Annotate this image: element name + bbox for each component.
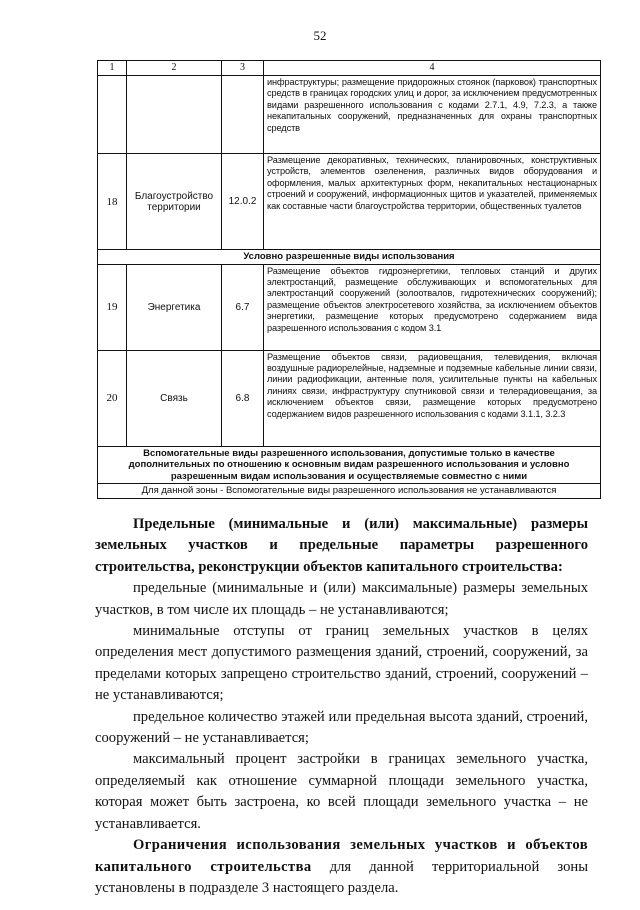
paragraph-restrictions bbox=[95, 835, 588, 899]
row-code: 6.8 bbox=[222, 350, 264, 446]
row-code: 12.0.2 bbox=[222, 154, 264, 250]
row-description: инфраструктуры; размещение придорожных стоянок (парковок) транспортных средств в границах городских улиц и дорог, за исключением предусмотренных видами разрешенного использования с кодами 2.7.1, 4.9, 7.2.3, а также некапитальных сооружений, предназначенных для охраны транспортных средств bbox=[264, 76, 601, 154]
table-header-row bbox=[98, 61, 601, 76]
body-text bbox=[95, 514, 588, 899]
section-title: Вспомогательные виды разрешенного использования, допустимые только в качестве дополнительных по отношению к основным видам разрешенного использования и условно разрешенным видам использования и осуществляемые совместно с ними bbox=[98, 446, 601, 484]
paragraph: предельные (минимальные и (или) максимальные) размеры земельных участков, в том числе их площадь – не устанавливаются; bbox=[95, 580, 588, 618]
paragraph: предельное количество этажей или предельная высота зданий, строений, сооружений – не устанавливается; bbox=[95, 708, 588, 747]
note-row bbox=[98, 484, 601, 499]
header-cell-1: 1 bbox=[98, 61, 127, 76]
row-name: Энергетика bbox=[127, 264, 222, 350]
row-num-cell bbox=[98, 76, 127, 154]
paragraph: максимальный процент застройки в границах земельного участка, определяемый как отношение суммарной площади земельного участка, которая может быть застроена, ко всей площади земельного участка – не устанавливается. bbox=[95, 751, 588, 832]
row-num: 20 bbox=[98, 350, 127, 446]
row-code: 6.7 bbox=[222, 264, 264, 350]
header-cell-3: 3 bbox=[222, 61, 264, 76]
section-row-conditional bbox=[98, 250, 601, 265]
table-row-19 bbox=[98, 264, 601, 350]
table-row bbox=[98, 76, 601, 154]
header-cell-2: 2 bbox=[127, 61, 222, 76]
table-row-18 bbox=[98, 154, 601, 250]
row-description: Размещение объектов гидроэнергетики, тепловых станций и других электростанций, размещение обслуживающих и вспомогательных для электростанций сооружений (золоотвалов, гидротехнических сооружений); размещение объектов электросетевого хозяйства, за исключением объектов энергетики, размещение которых предусмотрено содержанием вида разрешенного использования с кодом 3.1 bbox=[264, 264, 601, 350]
table-note: Для данной зоны - Вспомогательные виды разрешенного использования не устанавливаются bbox=[98, 484, 601, 499]
restrictions-rest: для данной территориальной зоны установлены в подразделе 3 настоящего раздела. bbox=[95, 858, 588, 896]
page-number: 52 bbox=[313, 28, 327, 43]
row-name: Благоустройство территории bbox=[127, 154, 222, 250]
section-heading: Предельные (минимальные и (или) максимальные) размеры земельных участков и предельные параметры разрешенного строительства, реконструкции объектов капитального строительства: bbox=[95, 516, 588, 575]
section-title: Условно разрешенные виды использования bbox=[98, 250, 601, 265]
paragraph: минимальные отступы от границ земельных участков в целях определения мест допустимого размещения зданий, строений, сооружений, за пределами которых запрещено строительство зданий, строений, сооружений – не устанавливаются; bbox=[95, 623, 588, 704]
table-row-20 bbox=[98, 350, 601, 446]
restrictions-lead: Ограничения использования земельных участков и объектов капитального строительства bbox=[95, 837, 588, 875]
row-description: Размещение объектов связи, радиовещания, телевидения, включая воздушные радиорелейные, надземные и подземные кабельные линии связи, линии радиофикации, антенные поля, усилительные пункты на кабельных линиях связи, инфраструктуру спутниковой связи и телерадиовещания, за исключением объектов связи, размещение которых предусмотрено содержанием видов разрешенного использования с кодами 3.1.1, 3.2.3 bbox=[264, 350, 601, 446]
section-row-auxiliary bbox=[98, 446, 601, 484]
row-code-cell bbox=[222, 76, 264, 154]
row-name: Связь bbox=[127, 350, 222, 446]
header-cell-4: 4 bbox=[264, 61, 601, 76]
row-num: 18 bbox=[98, 154, 127, 250]
land-use-table bbox=[97, 60, 601, 499]
row-name-cell bbox=[127, 76, 222, 154]
row-num: 19 bbox=[98, 264, 127, 350]
row-description: Размещение декоративных, технических, планировочных, конструктивных устройств, элементов озеленения, различных видов оборудования и оформления, малых архитектурных форм, некапитальных нестационарных строений и сооружений, информационных щитов и указателей, применяемых как составные части благоустройства территории, общественных туалетов bbox=[264, 154, 601, 250]
